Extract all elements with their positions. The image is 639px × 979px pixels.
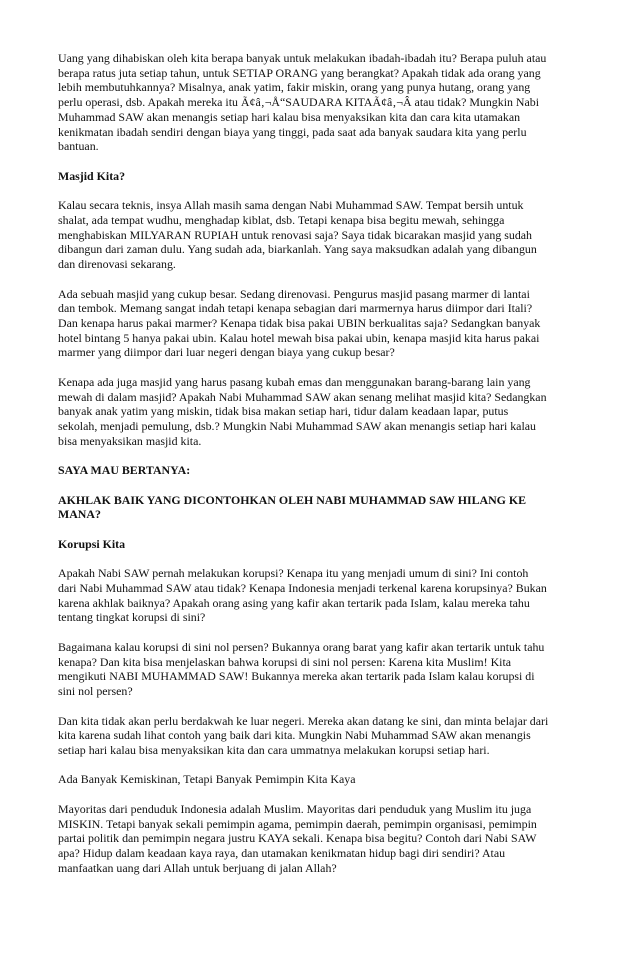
heading-korupsi-kita: Korupsi Kita bbox=[58, 536, 126, 551]
paragraph-dakwah: Dan kita tidak akan perlu berdakwah ke luar negeri. Mereka akan datang ke sini, dan minta belajar dari kita karena sudah lihat contoh yang baik dari kita. Mungkin Nabi Muhammad SAW akan menangis setiap hari kalau bisa menyaksikan kita dan cara ummatnya melakukan korupsi setiap hari. bbox=[58, 713, 549, 757]
paragraph-ibadah-cost: Uang yang dihabiskan oleh kita berapa banyak untuk melakukan ibadah-ibadah itu? Berapa puluh atau berapa ratus juta setiap tahun, untuk SETIAP ORANG yang berangkat? Apakah tidak ada orang yang lebih membutuhkannya? Misalnya, anak yatim, fakir miskin, orang yang punya hutang, orang yang perlu operasi, dsb. Apakah mereka itu Ã¢â‚¬Å“SAUDARA KITAÃ¢â‚¬Â atau tidak? Mungkin Nabi Muhammad SAW akan menangis setiap hari kalau bisa menyaksikan kita dan cara kita utamakan kenikmatan ibadah sendiri dengan biaya yang tinggi, pada saat ada banyak saudara kita yang perlu bantuan. bbox=[58, 51, 547, 154]
paragraph-masjid-marble: Ada sebuah masjid yang cukup besar. Sedang direnovasi. Pengurus masjid pasang marmer di lantai dan tembok. Memang sangat indah tetapi kenapa sebagian dari marmernya harus diimpor dari Itali? Dan kenapa harus pakai marmer? Kenapa tidak bisa pakai UBIN berkualitas saja? Sedangkan banyak hotel bintang 5 hanya pakai ubin. Kalau hotel mewah bisa pakai ubin, kenapa masjid kita harus pakai marmer yang diimpor dari luar negeri dengan biaya yang cukup besar? bbox=[58, 286, 541, 360]
paragraph-mayoritas-muslim: Mayoritas dari penduduk Indonesia adalah Muslim. Mayoritas dari penduduk yang Muslim itu juga MISKIN. Tetapi banyak sekali pemimpin agama, pemimpin daerah, pemimpin organisasi, pemimpin partai politik dan pemimpin negara justru KAYA sekali. Kenapa bisa begitu? Contoh dari Nabi SAW apa? Hidup dalam keadaan kaya raya, dan utamakan kenikmatan hidup bagi diri sendiri? Atau manfaatkan uang dari Allah untuk berjuang di jalan Allah? bbox=[58, 801, 537, 875]
paragraph-korupsi-question: Apakah Nabi SAW pernah melakukan korupsi? Kenapa itu yang menjadi umum di sini? Ini contoh dari Nabi Muhammad SAW atau tidak? Kenapa Indonesia menjadi terkenal karena korupsinya? Bukan karena akhlak baiknya? Apakah orang asing yang kafir akan tertarik pada Islam, kalau mereka tahu tentang tingkat korupsi di sini? bbox=[58, 566, 547, 625]
heading-masjid-kita: Masjid Kita? bbox=[58, 168, 126, 183]
heading-saya-mau-bertanya: SAYA MAU BERTANYA: bbox=[58, 463, 191, 478]
heading-akhlak-baik: AKHLAK BAIK YANG DICONTOHKAN OLEH NABI MUHAMMAD SAW HILANG KE MANA? bbox=[58, 492, 527, 522]
paragraph-masjid-technical: Kalau secara teknis, insya Allah masih sama dengan Nabi Muhammad SAW. Tempat bersih untuk shalat, ada tempat wudhu, menghadap kiblat, dsb. Tetapi kenapa bisa begitu mewah, sehingga menghabiskan MILYARAN RUPIAH untuk renovasi saja? Saya tidak bicarakan masjid yang sudah dibangun dari zaman dulu. Yang sudah ada, biarkanlah. Yang saya maksudkan adalah yang dibangun dan direnovasi sekarang. bbox=[58, 198, 537, 272]
heading-kemiskinan: Ada Banyak Kemiskinan, Tetapi Banyak Pemimpin Kita Kaya bbox=[58, 772, 356, 787]
paragraph-korupsi-nol-persen: Bagaimana kalau korupsi di sini nol persen? Bukannya orang barat yang kafir akan tertarik untuk tahu kenapa? Dan kita bisa menjelaskan bahwa korupsi di sini nol persen: Karena kita Muslim! Kita mengikuti NABI MUHAMMAD SAW! Bukannya mereka akan tertarik pada Islam kalau korupsi di sini nol persen? bbox=[58, 639, 545, 699]
paragraph-masjid-gold-dome: Kenapa ada juga masjid yang harus pasang kubah emas dan menggunakan barang-barang lain yang mewah di dalam masjid? Apakah Nabi Muhammad SAW akan senang melihat masjid kita? Sedangkan banyak anak yatim yang miskin, tidak bisa makan setiap hari, tidur dalam keadaan lapar, putus sekolah, menjadi pemulung, dsb.? Mungkin Nabi Muhammad SAW akan menangis setiap hari kalau bisa menyaksikan masjid kita. bbox=[58, 374, 547, 448]
